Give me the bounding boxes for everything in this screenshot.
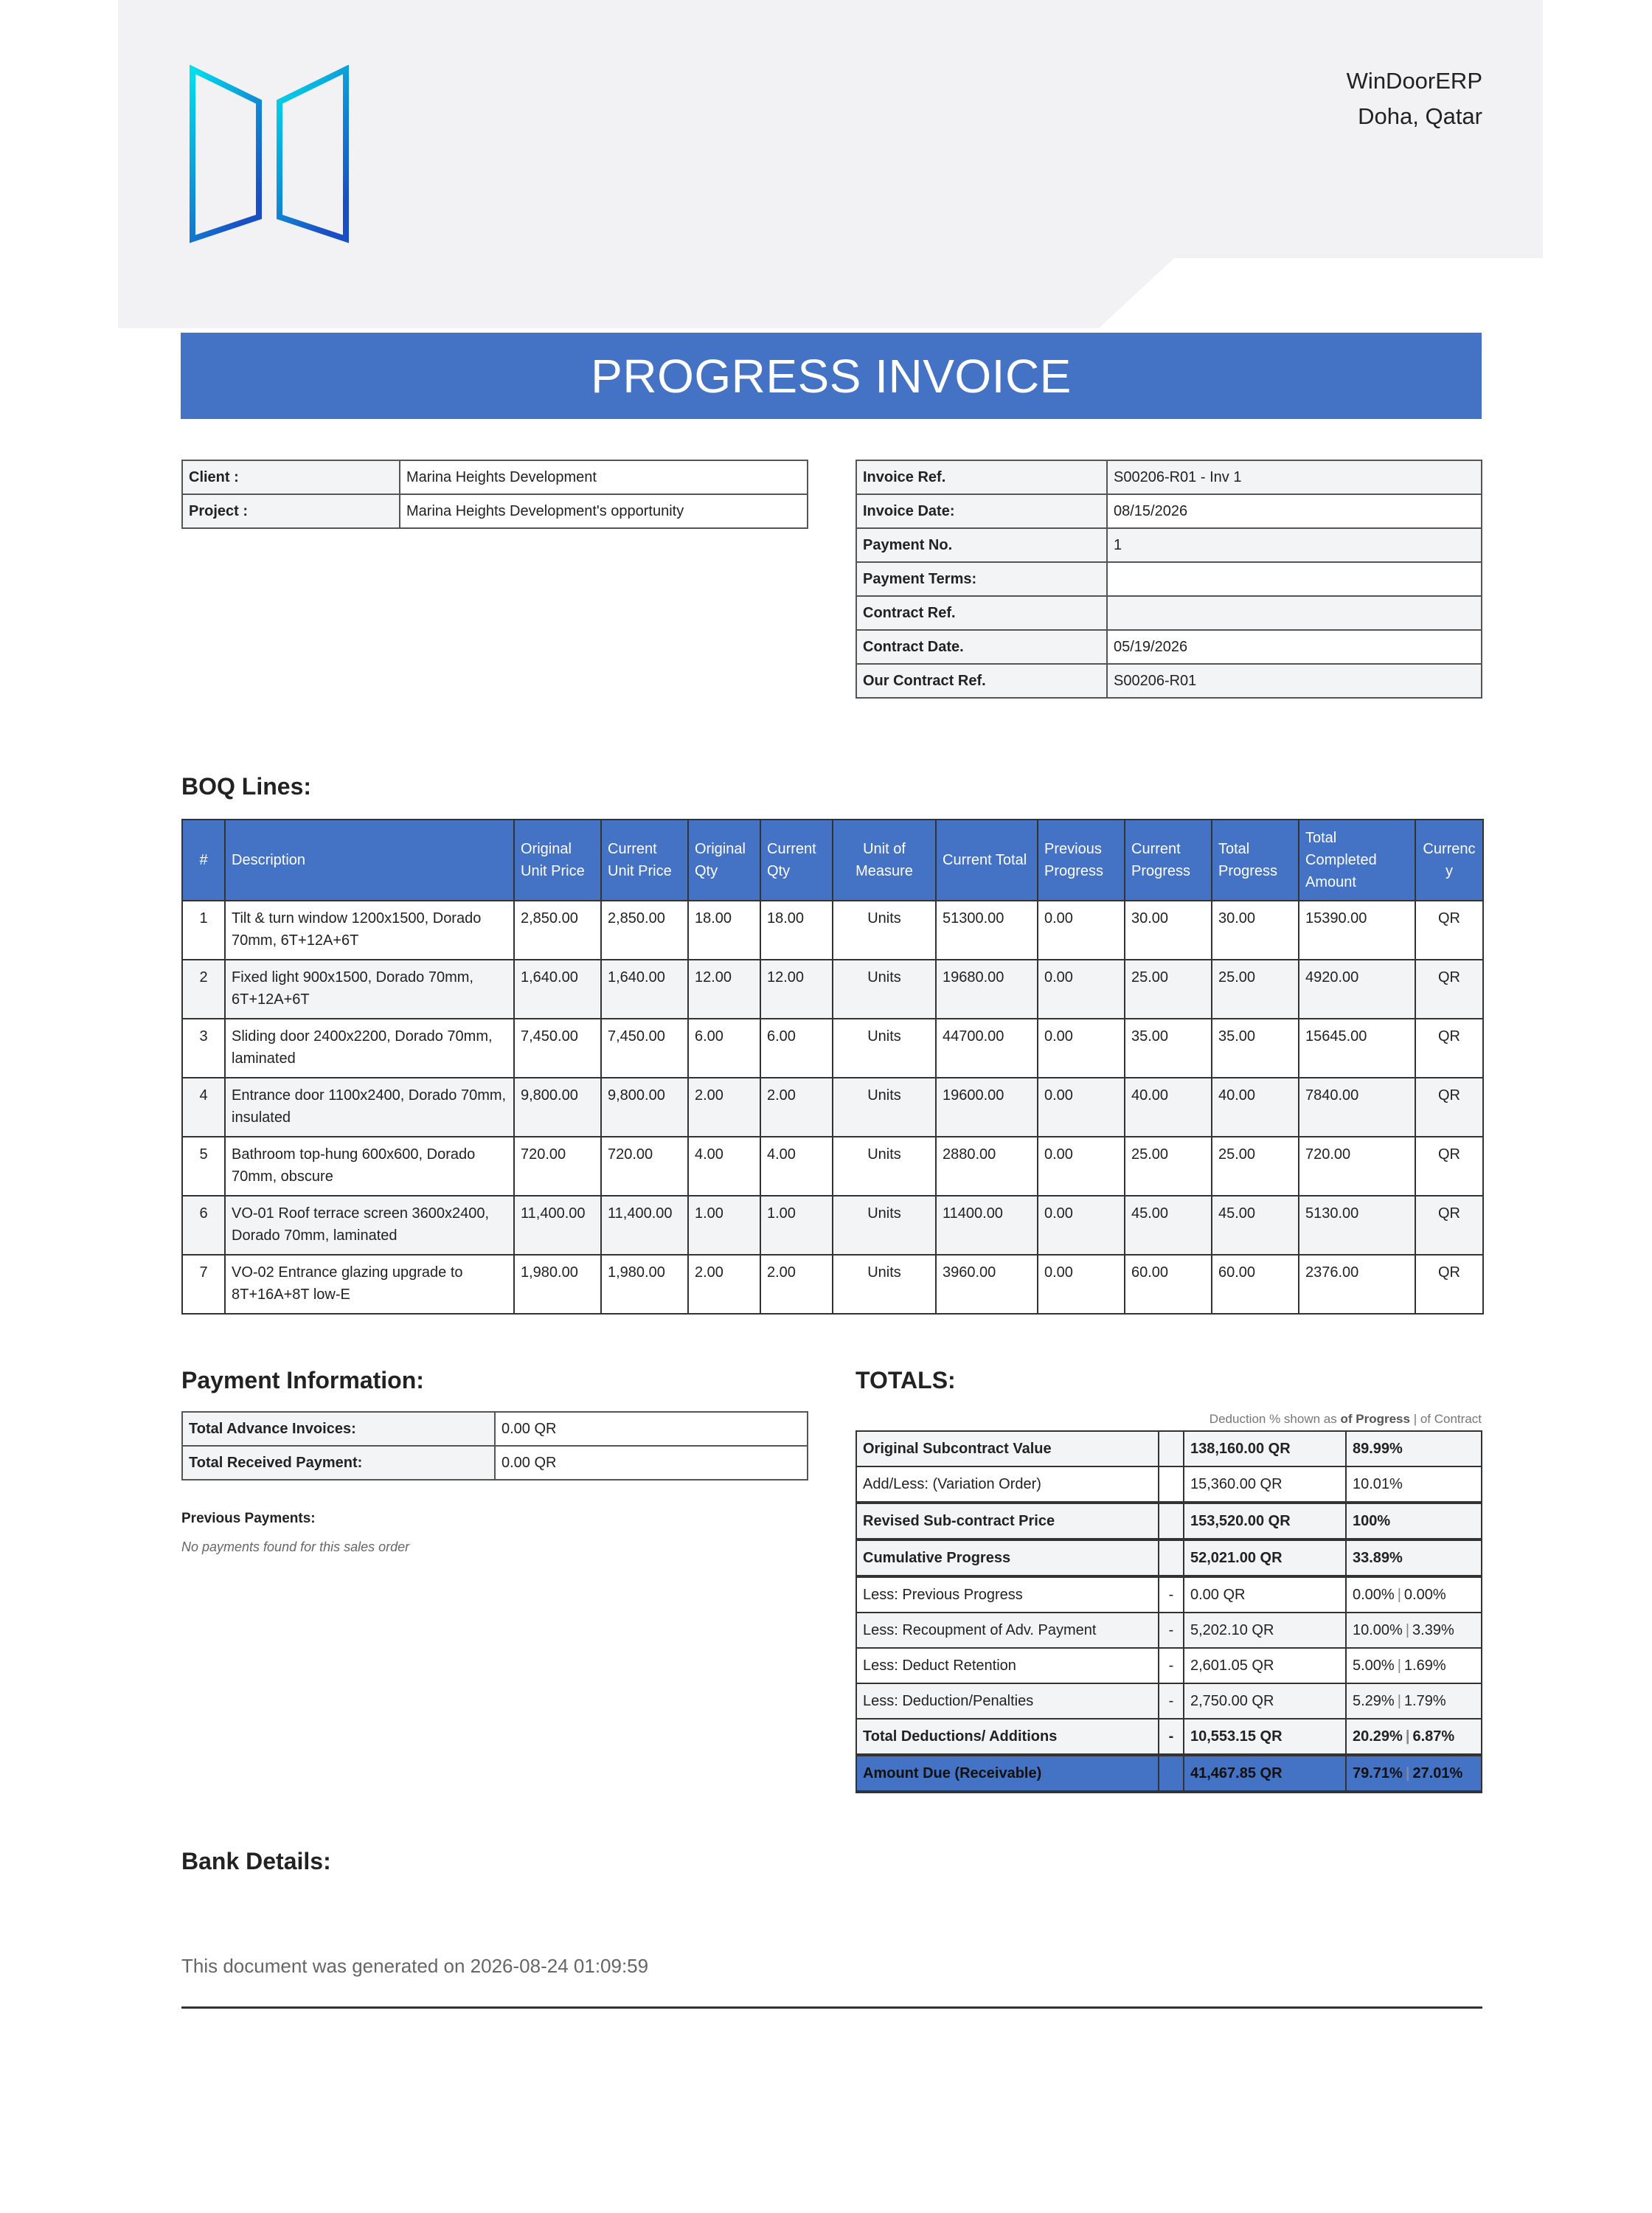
totals-percent [1346,1431,1482,1466]
boq-cell: 1 [182,901,225,960]
client-info-label: Client : [182,460,400,494]
invoice-info-row [856,664,1482,698]
previous-payments-label: Previous Payments: [181,1511,316,1526]
boq-cell: 25.00 [1125,1137,1212,1196]
totals-row [856,1755,1482,1792]
invoice-info-value: 1 [1107,528,1482,562]
totals-percent [1346,1613,1482,1648]
boq-header-row [182,820,1483,901]
totals-row [856,1719,1482,1755]
boq-cell: 4920.00 [1299,960,1415,1019]
totals-row [856,1431,1482,1466]
boq-cell: 4.00 [688,1137,760,1196]
boq-cell: 4 [182,1078,225,1137]
payment-info-title: Payment Information: [181,1367,424,1393]
boq-cell: 1,640.00 [514,960,601,1019]
totals-amount: 2,750.00 QR [1184,1683,1346,1719]
boq-column-header: Total Completed Amount [1299,820,1415,901]
payment-info-table [181,1411,808,1480]
totals-amount: 10,553.15 QR [1184,1719,1346,1755]
boq-cell: 720.00 [601,1137,688,1196]
invoice-info-label: Invoice Date: [856,494,1107,528]
boq-cell: 4.00 [760,1137,833,1196]
totals-label: Less: Previous Progress [856,1576,1159,1613]
boq-cell: 40.00 [1212,1078,1299,1137]
totals-percent [1346,1719,1482,1755]
totals-label: Less: Deduction/Penalties [856,1683,1159,1719]
invoice-info-value [1107,562,1482,596]
totals-amount: 138,160.00 QR [1184,1431,1346,1466]
boq-cell: 60.00 [1212,1255,1299,1314]
totals-amount: 5,202.10 QR [1184,1613,1346,1648]
boq-cell: 9,800.00 [601,1078,688,1137]
boq-cell: VO-02 Entrance glazing upgrade to 8T+16A+8T low-E [225,1255,514,1314]
boq-column-header: Unit of Measure [833,820,936,901]
totals-sign: - [1159,1576,1184,1613]
boq-cell: 9,800.00 [514,1078,601,1137]
boq-cell: 7 [182,1255,225,1314]
boq-cell: 0.00 [1038,1137,1125,1196]
boq-column-header: Description [225,820,514,901]
totals-sign: - [1159,1613,1184,1648]
boq-cell: 2.00 [760,1078,833,1137]
invoice-info-row [856,494,1482,528]
boq-column-header: # [182,820,225,901]
boq-cell: 720.00 [514,1137,601,1196]
totals-percent-contract: 27.01% [1412,1764,1463,1781]
totals-percent [1346,1466,1482,1503]
boq-cell: 12.00 [760,960,833,1019]
totals-amount: 153,520.00 QR [1184,1503,1346,1540]
boq-cell: 7840.00 [1299,1078,1415,1137]
totals-percent-separator: | [1405,1728,1410,1745]
totals-row [856,1576,1482,1613]
totals-row [856,1540,1482,1576]
totals-label: Cumulative Progress [856,1540,1159,1576]
boq-cell: 2.00 [688,1255,760,1314]
payment-info-label: Total Received Payment: [182,1446,495,1480]
deduction-note-suffix: of Contract [1420,1412,1482,1426]
boq-cell: 35.00 [1125,1019,1212,1078]
totals-percent-progress: 100% [1353,1512,1391,1529]
boq-cell: 40.00 [1125,1078,1212,1137]
client-info-row [182,460,808,494]
invoice-info-label: Invoice Ref. [856,460,1107,494]
totals-sign [1159,1431,1184,1466]
boq-cell: 19600.00 [936,1078,1038,1137]
totals-label: Less: Deduct Retention [856,1648,1159,1683]
boq-cell: 2880.00 [936,1137,1038,1196]
boq-cell: Units [833,1078,936,1137]
totals-percent-progress: 89.99% [1353,1440,1403,1457]
totals-row [856,1466,1482,1503]
totals-sign [1159,1755,1184,1792]
boq-cell: 30.00 [1212,901,1299,960]
boq-cell: 35.00 [1212,1019,1299,1078]
invoice-info-value: 08/15/2026 [1107,494,1482,528]
boq-cell: 0.00 [1038,1019,1125,1078]
totals-sign [1159,1466,1184,1503]
boq-cell: Sliding door 2400x2200, Dorado 70mm, laminated [225,1019,514,1078]
totals-sign [1159,1540,1184,1576]
totals-percent-contract: 0.00% [1403,1586,1446,1603]
boq-cell: 25.00 [1212,1137,1299,1196]
invoice-info-row [856,562,1482,596]
totals-percent-progress: 20.29% [1353,1728,1403,1745]
totals-label: Less: Recoupment of Adv. Payment [856,1613,1159,1648]
totals-percent-contract: 6.87% [1412,1728,1455,1745]
totals-amount: 0.00 QR [1184,1576,1346,1613]
table-row [182,960,1483,1019]
payment-info-value: 0.00 QR [495,1412,808,1446]
deduction-note-prefix: Deduction % shown as [1209,1412,1337,1426]
totals-amount: 41,467.85 QR [1184,1755,1346,1792]
totals-row [856,1613,1482,1648]
client-info-row [182,494,808,528]
table-row [182,1078,1483,1137]
boq-cell: 720.00 [1299,1137,1415,1196]
boq-cell: QR [1415,1196,1483,1255]
boq-cell: QR [1415,1078,1483,1137]
boq-cell: QR [1415,1019,1483,1078]
company-logo [188,65,350,249]
client-info-value: Marina Heights Development's opportunity [400,494,808,528]
totals-percent-separator: | [1397,1657,1401,1674]
boq-cell: Units [833,1137,936,1196]
boq-column-header: Currenc y [1415,820,1483,901]
totals-percent-progress: 0.00% [1353,1586,1395,1603]
payment-info-row [182,1446,808,1480]
totals-title: TOTALS: [856,1367,956,1393]
boq-cell: 45.00 [1212,1196,1299,1255]
invoice-info-label: Payment No. [856,528,1107,562]
invoice-info-value: S00206-R01 - Inv 1 [1107,460,1482,494]
boq-cell: 1,640.00 [601,960,688,1019]
boq-cell: QR [1415,1255,1483,1314]
boq-cell: 0.00 [1038,901,1125,960]
totals-label: Original Subcontract Value [856,1431,1159,1466]
boq-cell: Tilt & turn window 1200x1500, Dorado 70mm, 6T+12A+6T [225,901,514,960]
totals-percent-contract: 1.79% [1403,1692,1446,1709]
totals-percent-progress: 33.89% [1353,1549,1403,1566]
boq-cell: 6.00 [688,1019,760,1078]
boq-cell: 1.00 [688,1196,760,1255]
boq-cell: 2,850.00 [601,901,688,960]
footer-divider [181,2006,1482,2009]
boq-column-header: Previous Progress [1038,820,1125,901]
boq-cell: 2376.00 [1299,1255,1415,1314]
table-row [182,1019,1483,1078]
boq-cell: Fixed light 900x1500, Dorado 70mm, 6T+12A+6T [225,960,514,1019]
table-row [182,1137,1483,1196]
invoice-info-value [1107,596,1482,630]
company-info [1347,63,1482,134]
boq-cell: 11400.00 [936,1196,1038,1255]
deduction-note-bold: of Progress [1340,1412,1410,1426]
totals-percent [1346,1648,1482,1683]
boq-cell: 3 [182,1019,225,1078]
invoice-info-row [856,596,1482,630]
table-row [182,1255,1483,1314]
boq-column-header: Current Qty [760,820,833,901]
totals-percent [1346,1540,1482,1576]
totals-percent-separator: | [1405,1621,1410,1638]
boq-cell: 44700.00 [936,1019,1038,1078]
totals-percent [1346,1755,1482,1792]
totals-table [856,1430,1482,1793]
table-row [182,901,1483,960]
boq-cell: VO-01 Roof terrace screen 3600x2400, Dorado 70mm, laminated [225,1196,514,1255]
invoice-info-row [856,528,1482,562]
company-location: Doha, Qatar [1358,103,1482,129]
no-payments-text: No payments found for this sales order [181,1540,410,1554]
deduction-note [1210,1412,1482,1427]
totals-label: Revised Sub-contract Price [856,1503,1159,1540]
boq-cell: 2 [182,960,225,1019]
boq-cell: Units [833,1255,936,1314]
totals-sign: - [1159,1683,1184,1719]
boq-cell: 5130.00 [1299,1196,1415,1255]
totals-percent-progress: 5.29% [1353,1692,1395,1709]
boq-cell: 2.00 [760,1255,833,1314]
boq-cell: 18.00 [688,901,760,960]
totals-label: Amount Due (Receivable) [856,1755,1159,1792]
totals-percent [1346,1503,1482,1540]
boq-cell: 12.00 [688,960,760,1019]
totals-percent-progress: 5.00% [1353,1657,1395,1674]
generated-timestamp: This document was generated on 2026-08-24 01:09:59 [181,1955,649,1977]
boq-cell: 0.00 [1038,1078,1125,1137]
totals-row [856,1503,1482,1540]
boq-cell: 2.00 [688,1078,760,1137]
invoice-info-value: S00206-R01 [1107,664,1482,698]
boq-cell: QR [1415,1137,1483,1196]
boq-cell: 6 [182,1196,225,1255]
client-info-label: Project : [182,494,400,528]
boq-cell: Units [833,1019,936,1078]
boq-cell: 2,850.00 [514,901,601,960]
deduction-note-sep: | [1413,1412,1417,1426]
boq-cell: 3960.00 [936,1255,1038,1314]
boq-cell: 25.00 [1125,960,1212,1019]
boq-cell: 1,980.00 [514,1255,601,1314]
invoice-info-row [856,460,1482,494]
totals-row [856,1683,1482,1719]
table-row [182,1196,1483,1255]
totals-percent-contract: 3.39% [1412,1621,1454,1638]
totals-percent [1346,1683,1482,1719]
boq-cell: Units [833,1196,936,1255]
boq-cell: Units [833,901,936,960]
totals-percent-separator: | [1397,1586,1401,1603]
boq-cell: 15645.00 [1299,1019,1415,1078]
boq-cell: 15390.00 [1299,901,1415,960]
boq-column-header: Current Unit Price [601,820,688,901]
invoice-info-label: Contract Ref. [856,596,1107,630]
totals-amount: 15,360.00 QR [1184,1466,1346,1503]
boq-cell: 0.00 [1038,1196,1125,1255]
boq-cell: 7,450.00 [514,1019,601,1078]
boq-cell: 6.00 [760,1019,833,1078]
client-info-table [181,460,808,529]
company-name: WinDoorERP [1346,68,1482,94]
invoice-info-value: 05/19/2026 [1107,630,1482,664]
boq-table [181,819,1484,1315]
boq-cell: QR [1415,901,1483,960]
boq-cell: 18.00 [760,901,833,960]
boq-column-header: Total Progress [1212,820,1299,901]
boq-column-header: Original Unit Price [514,820,601,901]
totals-percent-separator: | [1397,1692,1401,1709]
invoice-info-label: Contract Date. [856,630,1107,664]
totals-percent-separator: | [1405,1764,1410,1781]
invoice-info-label: Payment Terms: [856,562,1107,596]
totals-row [856,1648,1482,1683]
totals-label: Total Deductions/ Additions [856,1719,1159,1755]
boq-cell: 5 [182,1137,225,1196]
boq-cell: 45.00 [1125,1196,1212,1255]
totals-amount: 52,021.00 QR [1184,1540,1346,1576]
boq-cell: Bathroom top-hung 600x600, Dorado 70mm, obscure [225,1137,514,1196]
boq-cell: 30.00 [1125,901,1212,960]
bank-details-title: Bank Details: [181,1848,331,1874]
invoice-info-label: Our Contract Ref. [856,664,1107,698]
client-info-value: Marina Heights Development [400,460,808,494]
boq-cell: 60.00 [1125,1255,1212,1314]
payment-info-row [182,1412,808,1446]
invoice-info-table [856,460,1482,699]
boq-cell: Entrance door 1100x2400, Dorado 70mm, insulated [225,1078,514,1137]
boq-cell: 0.00 [1038,1255,1125,1314]
totals-sign: - [1159,1719,1184,1755]
boq-cell: 0.00 [1038,960,1125,1019]
totals-percent [1346,1576,1482,1613]
totals-label: Add/Less: (Variation Order) [856,1466,1159,1503]
totals-percent-progress: 10.00% [1353,1621,1403,1638]
page-title: PROGRESS INVOICE [181,333,1482,419]
boq-cell: 11,400.00 [601,1196,688,1255]
payment-info-value: 0.00 QR [495,1446,808,1480]
totals-percent-progress: 79.71% [1353,1764,1403,1781]
boq-column-header: Current Total [936,820,1038,901]
boq-cell: Units [833,960,936,1019]
payment-info-label: Total Advance Invoices: [182,1412,495,1446]
boq-title: BOQ Lines: [181,773,312,800]
totals-percent-progress: 10.01% [1353,1475,1403,1492]
boq-cell: 25.00 [1212,960,1299,1019]
invoice-info-row [856,630,1482,664]
boq-cell: 1,980.00 [601,1255,688,1314]
boq-cell: 19680.00 [936,960,1038,1019]
totals-amount: 2,601.05 QR [1184,1648,1346,1683]
boq-cell: 51300.00 [936,901,1038,960]
boq-cell: 7,450.00 [601,1019,688,1078]
totals-percent-contract: 1.69% [1403,1657,1446,1674]
totals-sign: - [1159,1648,1184,1683]
boq-cell: 1.00 [760,1196,833,1255]
totals-sign [1159,1503,1184,1540]
boq-cell: QR [1415,960,1483,1019]
boq-column-header: Original Qty [688,820,760,901]
boq-cell: 11,400.00 [514,1196,601,1255]
boq-column-header: Current Progress [1125,820,1212,901]
